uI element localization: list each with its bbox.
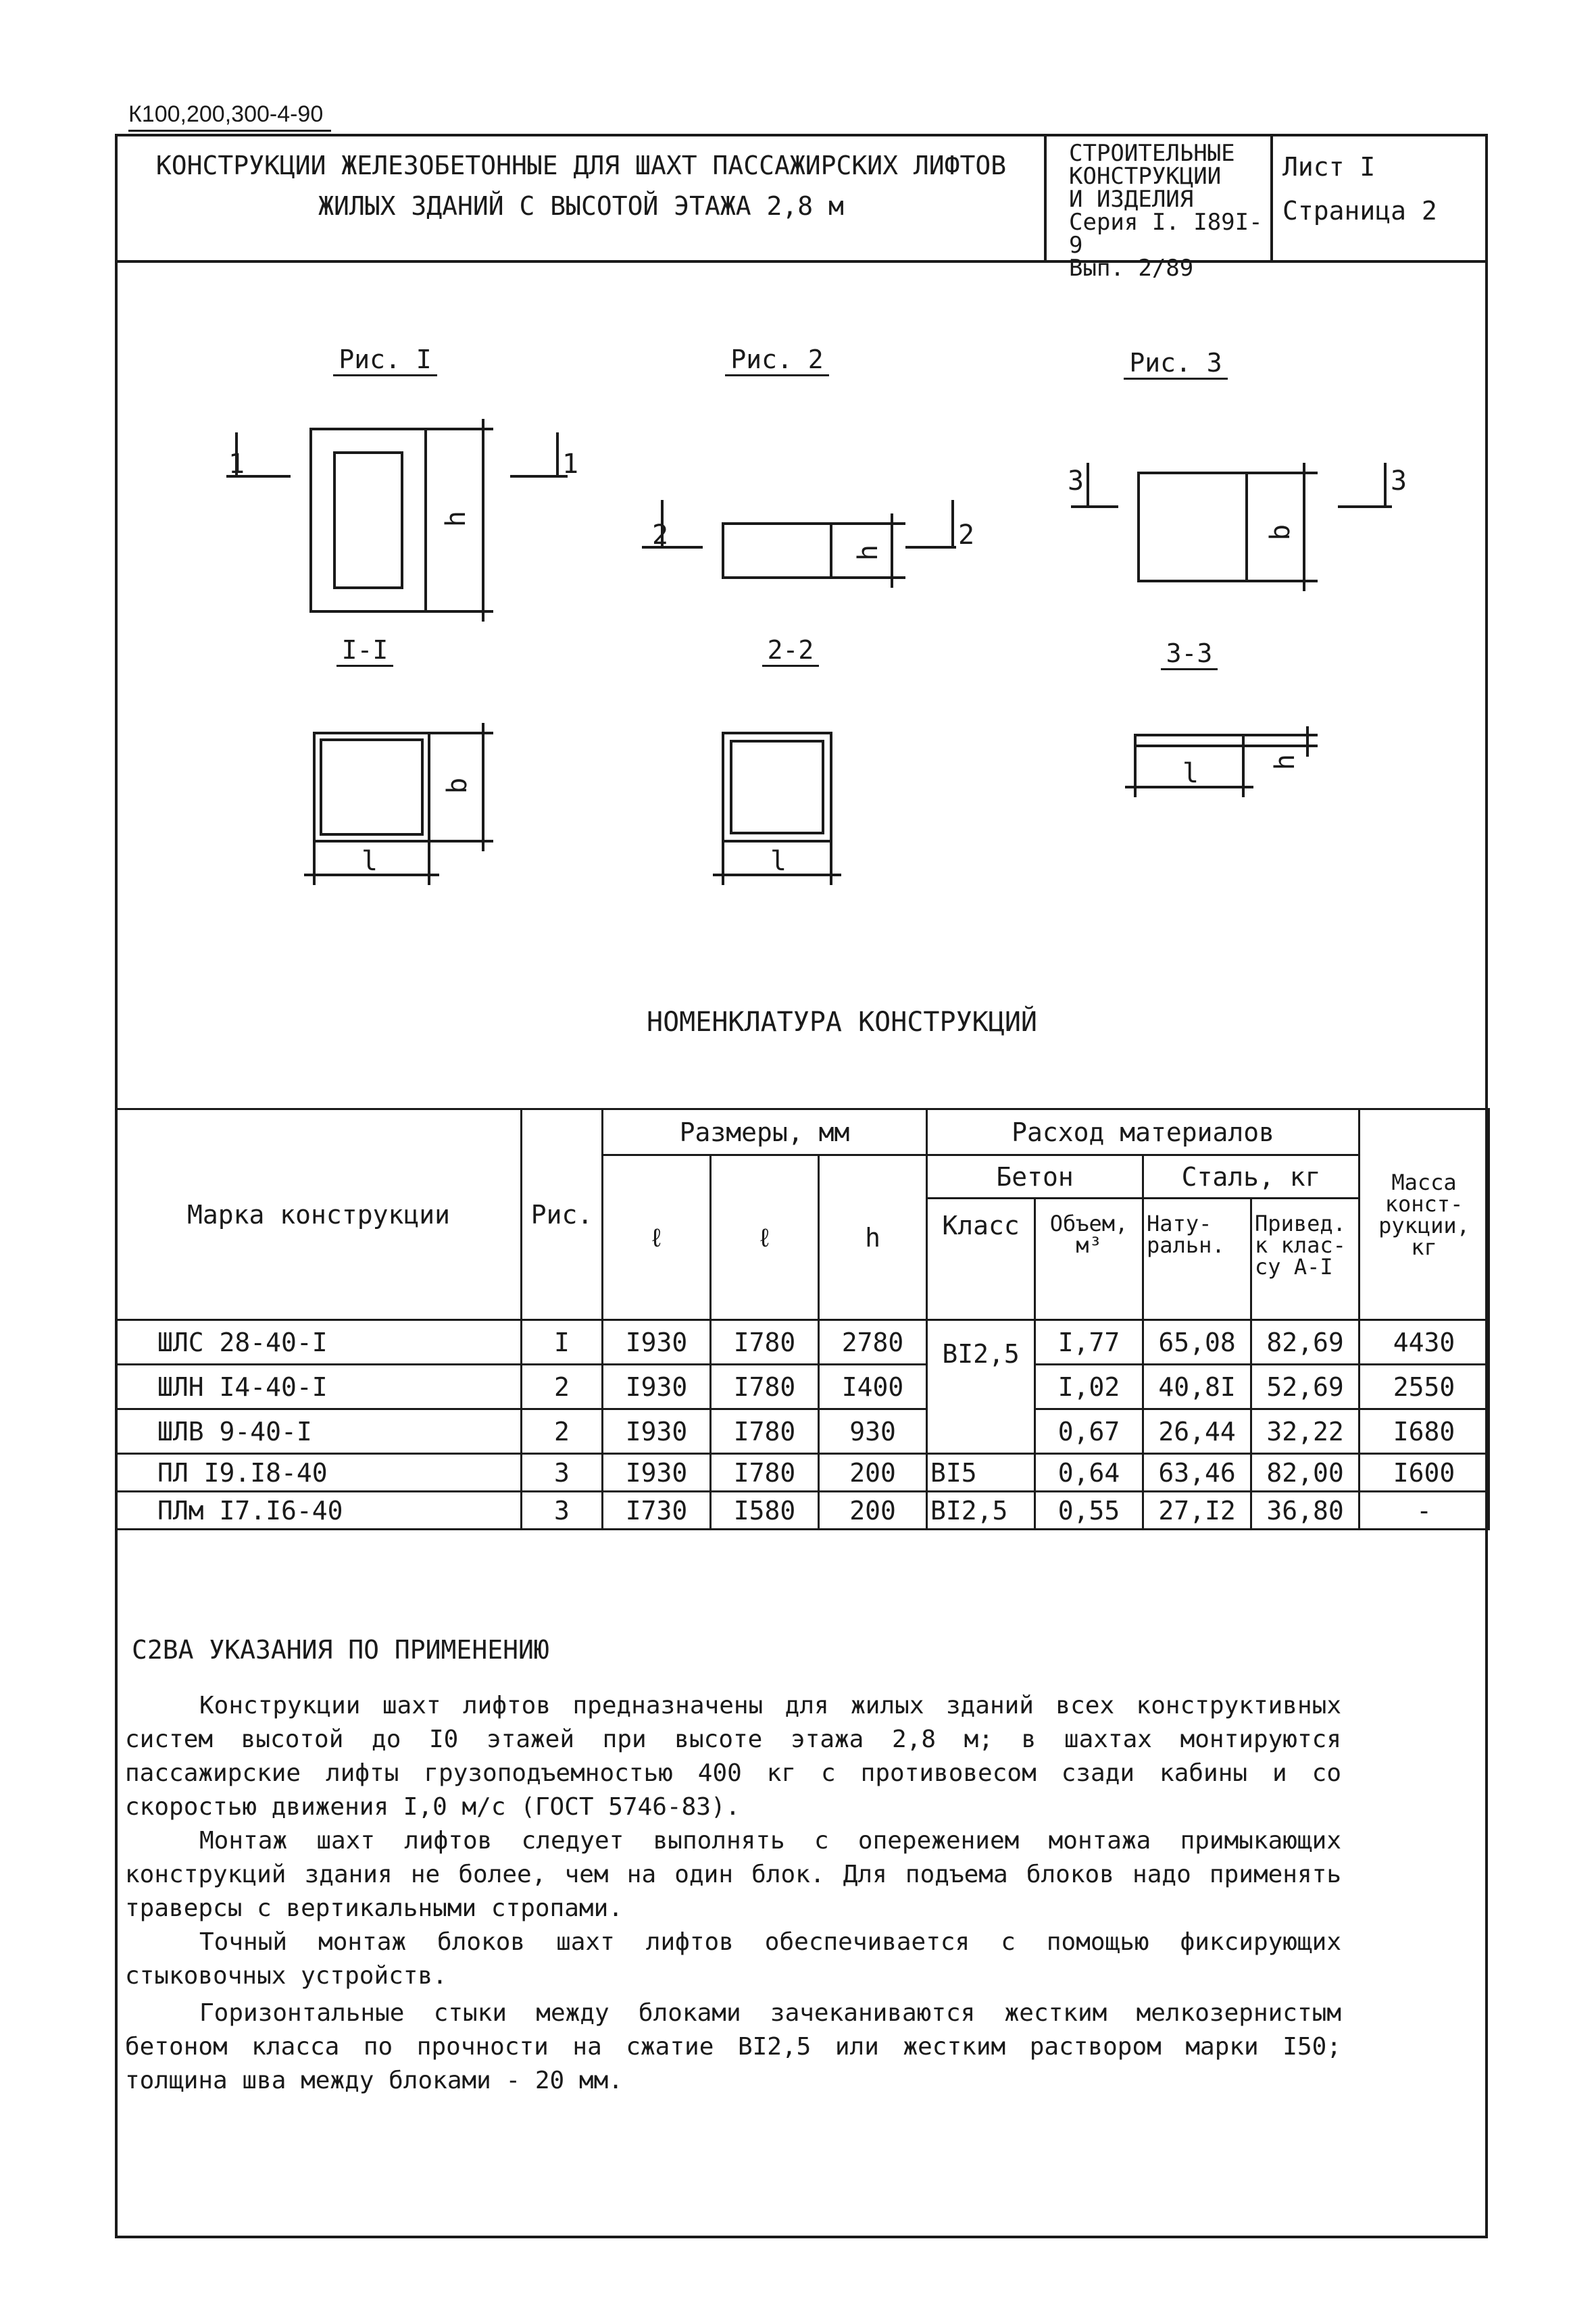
cut1-left: 1 — [228, 449, 245, 480]
header-h: h — [819, 1155, 927, 1320]
stamp-line-1: СТРОИТЕЛЬНЫЕ — [1069, 140, 1235, 167]
nomenclature-heading: НОМЕНКЛАТУРА КОНСТРУКЦИЙ — [647, 1007, 1037, 1038]
page-number: Страница 2 — [1282, 196, 1437, 226]
section2-label: 2-2 — [750, 635, 831, 665]
series-stamp — [1069, 142, 1272, 280]
fig3-label: Рис. 3 — [1101, 348, 1250, 378]
table-row: ПЛм I7.I6-40 3 I730 I580 200 BI2,5 0,55 27,I2 36,80 - — [116, 1492, 1489, 1530]
stamp-line-3: И ИЗДЕЛИЯ — [1069, 186, 1194, 213]
fig1-label: Рис. I — [311, 345, 459, 374]
header-class: Класс — [927, 1199, 1035, 1320]
header-fig: Рис. — [522, 1109, 603, 1320]
fig1-h: h — [441, 510, 472, 527]
sec2-l: l — [770, 846, 787, 877]
fig2-elevation — [642, 500, 956, 588]
header-mark: Марка конструкции — [116, 1109, 522, 1320]
fig1-elevation — [226, 419, 568, 622]
table-row: ШЛВ 9-40-I 2 I930 I780 930 0,67 26,44 32,22 I680 — [116, 1409, 1489, 1454]
stamp-line-5: Вып. 2/89 — [1069, 255, 1194, 282]
section1-label: I-I — [324, 635, 405, 665]
table-row: ПЛ I9.I8-40 3 I930 I780 200 BI5 0,64 63,46 82,00 I600 — [116, 1454, 1489, 1492]
drawings-svg — [115, 378, 1488, 919]
cut2-left: 2 — [652, 520, 669, 551]
sec3-l: l — [1182, 758, 1199, 789]
header-volume: Объем, м³ — [1035, 1199, 1143, 1320]
section1-drawing — [304, 723, 493, 885]
header-reduced: Привед. к клас- су А-I — [1251, 1199, 1360, 1320]
header-natural: Нату- ральн. — [1143, 1199, 1251, 1320]
fig3-b: b — [1265, 524, 1296, 540]
sec1-l: l — [361, 846, 378, 877]
instructions-paragraph-4: Горизонтальные стыки между блоками зачеканиваются жестким мелкозернистым бетоном класса по прочности на сжатие BI2,5 или жестким раствором марки I50; толщина шва между блоками - 20 мм. — [125, 1999, 1341, 2094]
header-divider-v1 — [1044, 134, 1047, 262]
table-row: ШЛС 28-40-I I I930 I780 2780 BI2,5 I,77 65,08 82,69 4430 — [116, 1320, 1489, 1365]
header-sizes: Размеры, мм — [603, 1109, 927, 1155]
header-b: ℓ — [711, 1155, 819, 1320]
header-l: ℓ — [603, 1155, 711, 1320]
title-line-2: ЖИЛЫХ ЗДАНИЙ С ВЫСОТОЙ ЭТАЖА 2,8 м — [318, 191, 844, 221]
header-materials: Расход материалов — [927, 1109, 1360, 1155]
stamp-line-2: КОНСТРУКЦИИ — [1069, 163, 1222, 190]
cut2-right: 2 — [958, 520, 975, 551]
stamp-line-4: Серия I. I89I-9 — [1069, 209, 1263, 259]
sheet-number: Лист I — [1282, 152, 1376, 182]
table-row: ШЛН I4-40-I 2 I930 I780 I400 I,02 40,8I 52,69 2550 — [116, 1365, 1489, 1409]
instructions-title: С2ВА УКАЗАНИЯ ПО ПРИМЕНЕНИЮ — [132, 1635, 549, 1665]
sec1-b: b — [442, 777, 473, 794]
sec3-h: h — [1270, 753, 1301, 770]
cut3-left: 3 — [1068, 466, 1084, 497]
instructions-paragraph-2: Монтаж шахт лифтов следует выполнять с опережением монтажа примыкающих конструкций здания не более, чем на один блок. Для подъема блоков надо применять траверсы с вертикальными стропами. — [125, 1827, 1341, 1922]
header-divider — [115, 260, 1488, 263]
fig2-label: Рис. 2 — [703, 345, 851, 374]
instructions-paragraph-1: Конструкции шахт лифтов предназначены для жилых зданий всех конструктивных систем высотой до I0 этажей при высоте этажа 2,8 м; в шахтах монтируются пассажирские лифты грузоподъемностью 400 кг с противовесом сзади кабины и со скоростью движения I,0 м/с (ГОСТ 5746-83). — [125, 1692, 1341, 1821]
cut3-right: 3 — [1391, 466, 1407, 497]
cut1-right: 1 — [562, 449, 579, 480]
fig2-h: h — [853, 544, 884, 561]
header-steel: Сталь, кг — [1143, 1155, 1360, 1199]
title-line-1: КОНСТРУКЦИИ ЖЕЛЕЗОБЕТОННЫЕ ДЛЯ ШАХТ ПАССАЖИРСКИХ ЛИФТОВ — [155, 151, 1007, 180]
document-code: К100,200,300-4-90 — [128, 101, 324, 127]
fig3-elevation — [1071, 463, 1392, 591]
header-concrete: Бетон — [927, 1155, 1143, 1199]
section3-label: 3-3 — [1149, 638, 1230, 668]
title-block — [118, 145, 1044, 226]
nomenclature-table — [115, 1108, 1490, 1530]
header-mass: Масса конст- рукции, кг — [1360, 1109, 1489, 1320]
instructions-paragraph-3: Точный монтаж блоков шахт лифтов обеспечивается с помощью фиксирующих стыковочных устройств. — [125, 1928, 1341, 1990]
code-underline — [128, 130, 331, 132]
